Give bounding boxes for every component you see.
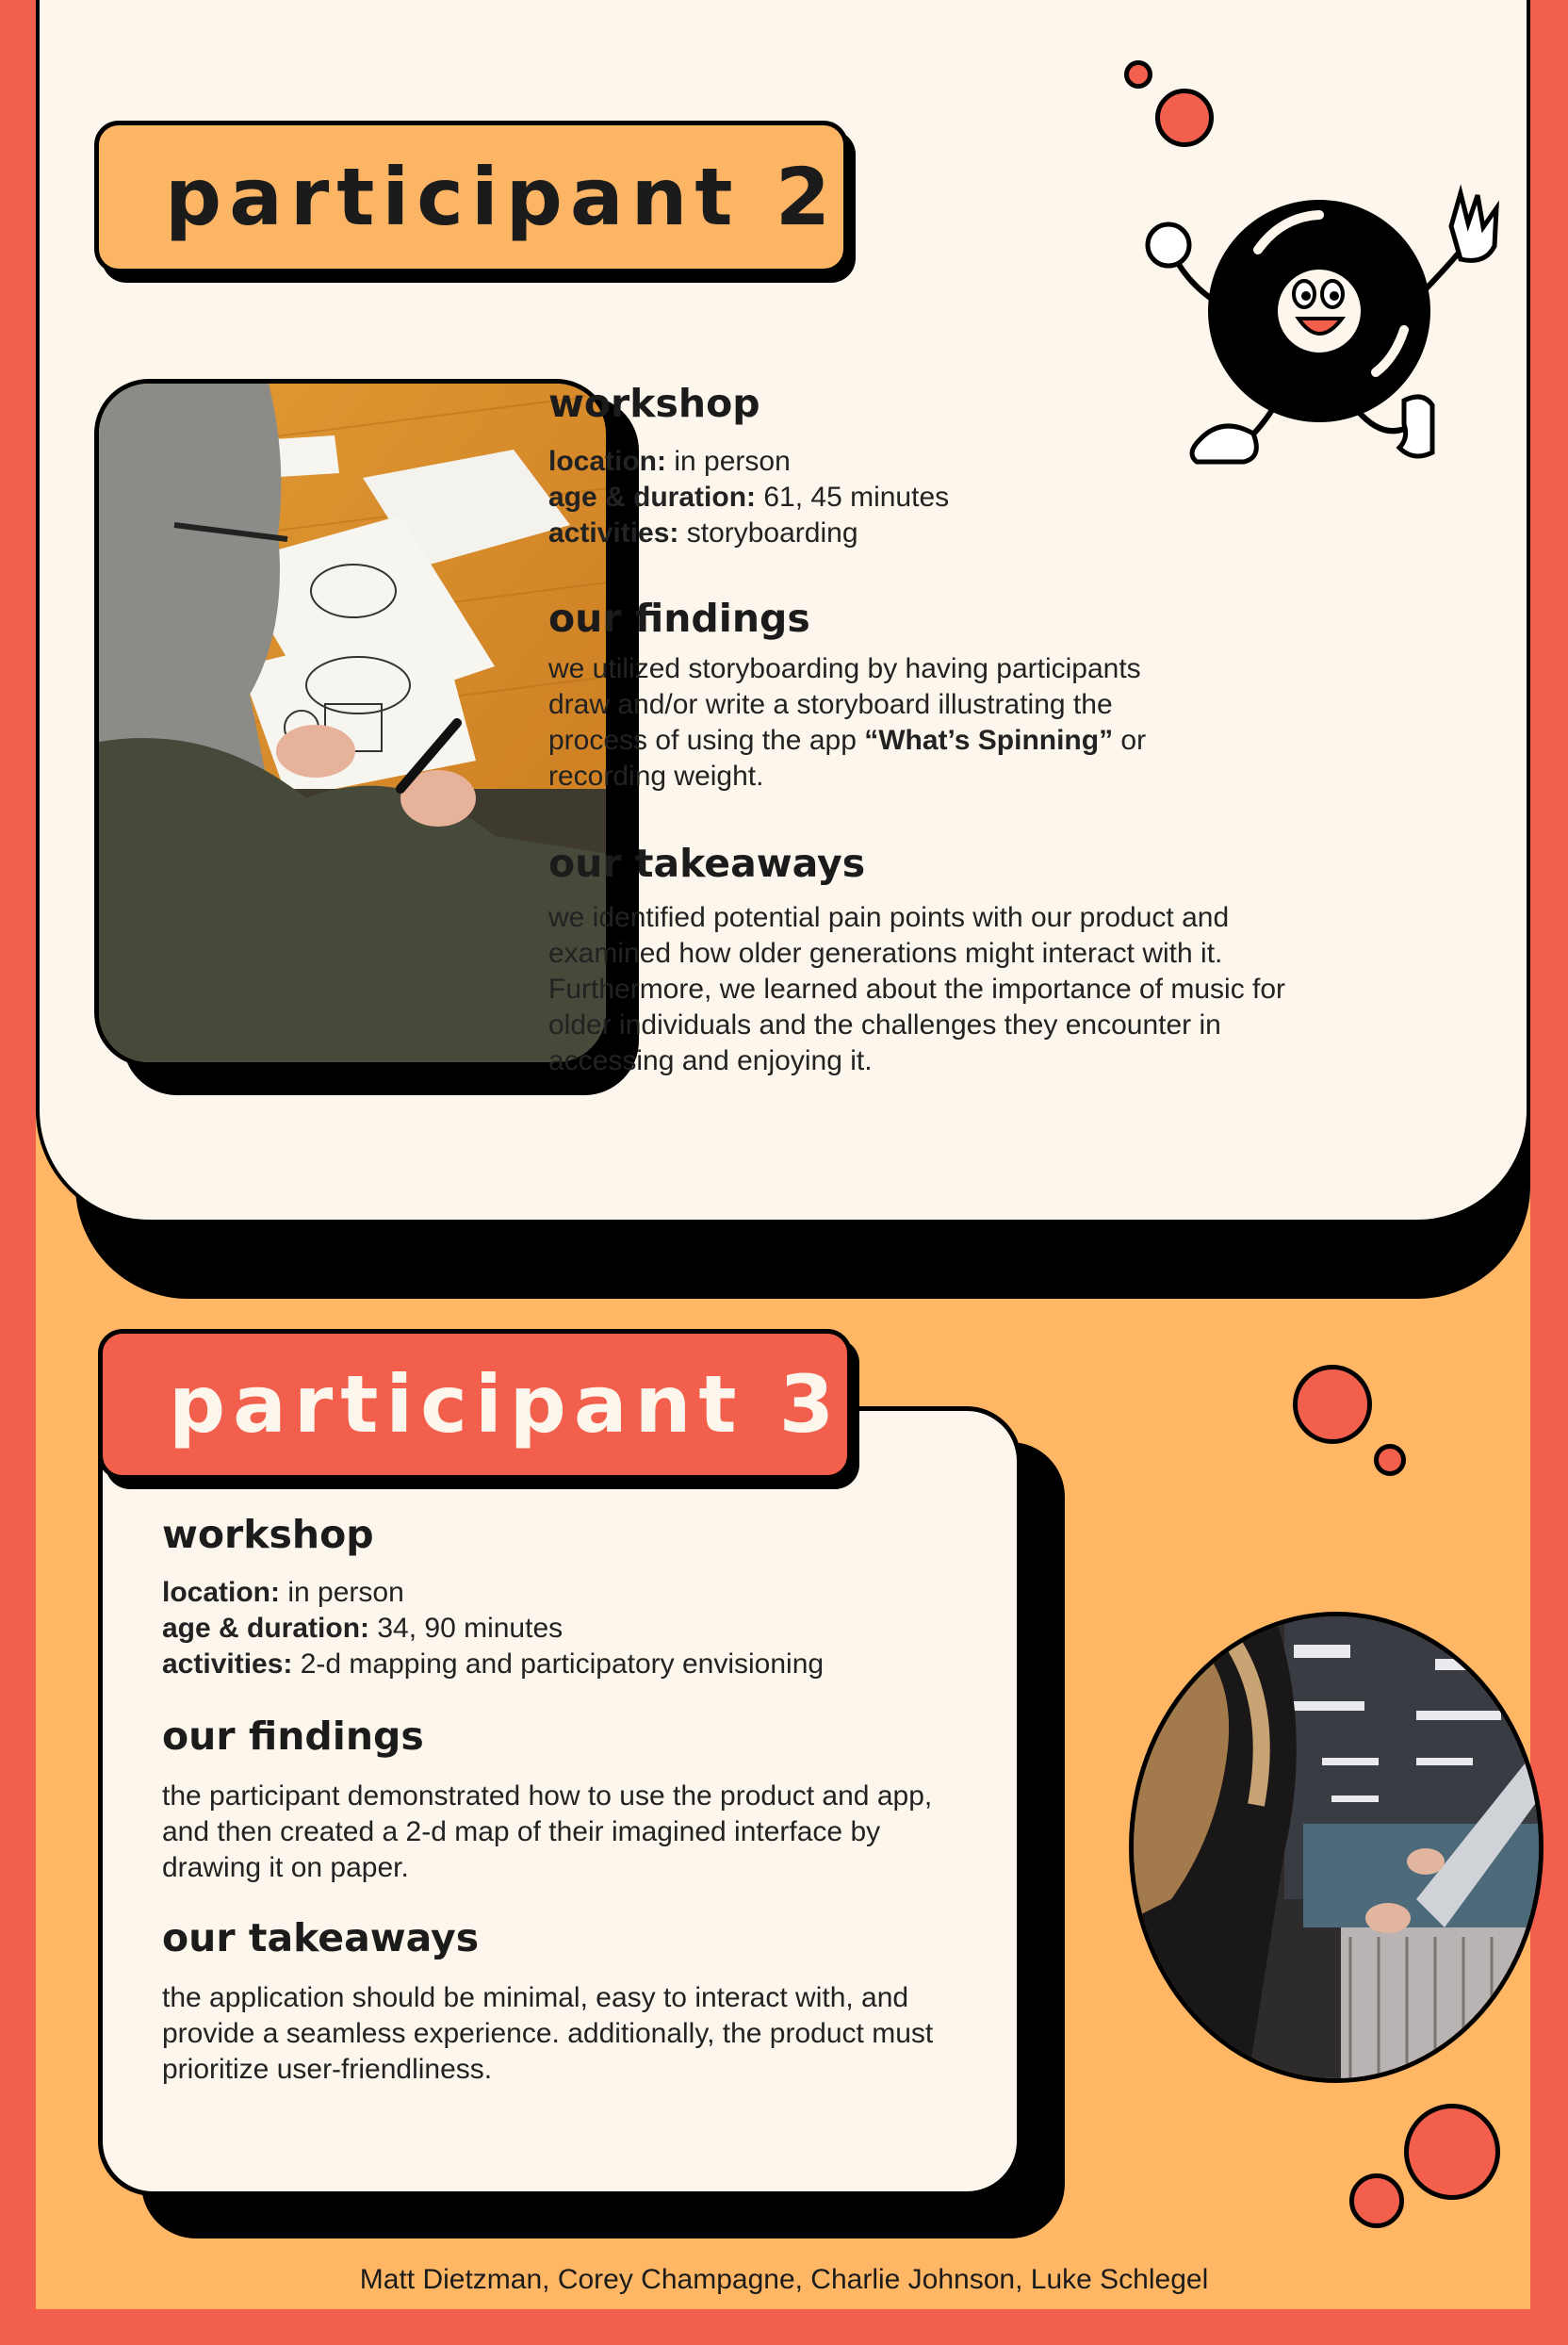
participant-3-workshop <box>162 1514 972 1682</box>
participant-2-workshop <box>548 383 1227 551</box>
activities-value: 2-d mapping and participatory envisioning <box>292 1648 825 1681</box>
participant-3-title: participant 3 <box>169 1358 842 1451</box>
bubble-large-icon <box>1293 1365 1372 1444</box>
bubble-medium-icon <box>1349 2173 1404 2228</box>
takeaways-text: we identified potential pain points with our product and examined how older generations might interact with it. Furthermore, we learned about the importance of music for older individuals and the challenges they encounter in accessing and enjoying it. <box>548 902 1286 1077</box>
activities-line <box>162 1647 972 1682</box>
bubble-medium-icon <box>1155 89 1214 147</box>
findings-heading: our findings <box>162 1714 424 1759</box>
findings-app-name: “What’s Spinning” <box>864 725 1114 757</box>
age-value: 34, 90 minutes <box>369 1613 564 1645</box>
location-line <box>548 444 1227 480</box>
age-line <box>162 1611 972 1647</box>
bubble-small-icon <box>1374 1444 1406 1476</box>
findings-text <box>548 651 1170 795</box>
participant-3-takeaways <box>162 1917 972 2088</box>
findings-text-part-2: or recording weight. <box>548 725 1147 793</box>
participant-2-title-pill <box>94 121 848 273</box>
takeaways-heading: our takeaways <box>162 1915 480 1960</box>
location-value: in person <box>666 446 791 478</box>
activities-label: activities: <box>548 517 679 549</box>
record-store-photo <box>1129 1612 1544 2083</box>
workshop-heading: workshop <box>162 1512 374 1557</box>
location-line <box>162 1575 972 1611</box>
findings-text: the participant demonstrated how to use the product and app, and then created a 2-d map of their imagined interface by drawing it on paper. <box>162 1780 933 1884</box>
location-label: location: <box>162 1577 280 1609</box>
location-label: location: <box>548 446 666 478</box>
activities-value: storyboarding <box>678 517 858 549</box>
bubble-large-icon <box>1404 2104 1500 2200</box>
age-value: 61, 45 minutes <box>756 482 950 514</box>
location-value: in person <box>280 1577 404 1609</box>
takeaways-heading: our takeaways <box>548 841 866 886</box>
age-label: age & duration: <box>162 1613 370 1645</box>
credits: Matt Dietzman, Corey Champagne, Charlie Johnson, Luke Schlegel <box>359 2264 1209 2295</box>
age-label: age & duration: <box>548 482 757 514</box>
workshop-heading: workshop <box>548 381 760 426</box>
participant-2-title: participant 2 <box>165 151 839 243</box>
activities-label: activities: <box>162 1648 293 1681</box>
participant-3-title-pill <box>98 1329 852 1480</box>
participant-3-findings <box>162 1715 972 1886</box>
participant-2-takeaways <box>548 843 1321 1079</box>
findings-heading: our findings <box>548 596 810 641</box>
activities-line <box>548 516 1227 551</box>
bubble-small-icon <box>1124 60 1152 89</box>
age-line <box>548 480 1227 516</box>
takeaways-text: the application should be minimal, easy to interact with, and provide a seamless experience. additionally, the product must prioritize user-friendliness. <box>162 1982 934 2086</box>
participant-2-findings <box>548 598 1227 795</box>
storyboarding-photo <box>94 379 611 1067</box>
findings-text-part-1: we utilized storyboarding by having participants draw and/or write a storyboard illustrating the process of using the app <box>548 653 1141 757</box>
